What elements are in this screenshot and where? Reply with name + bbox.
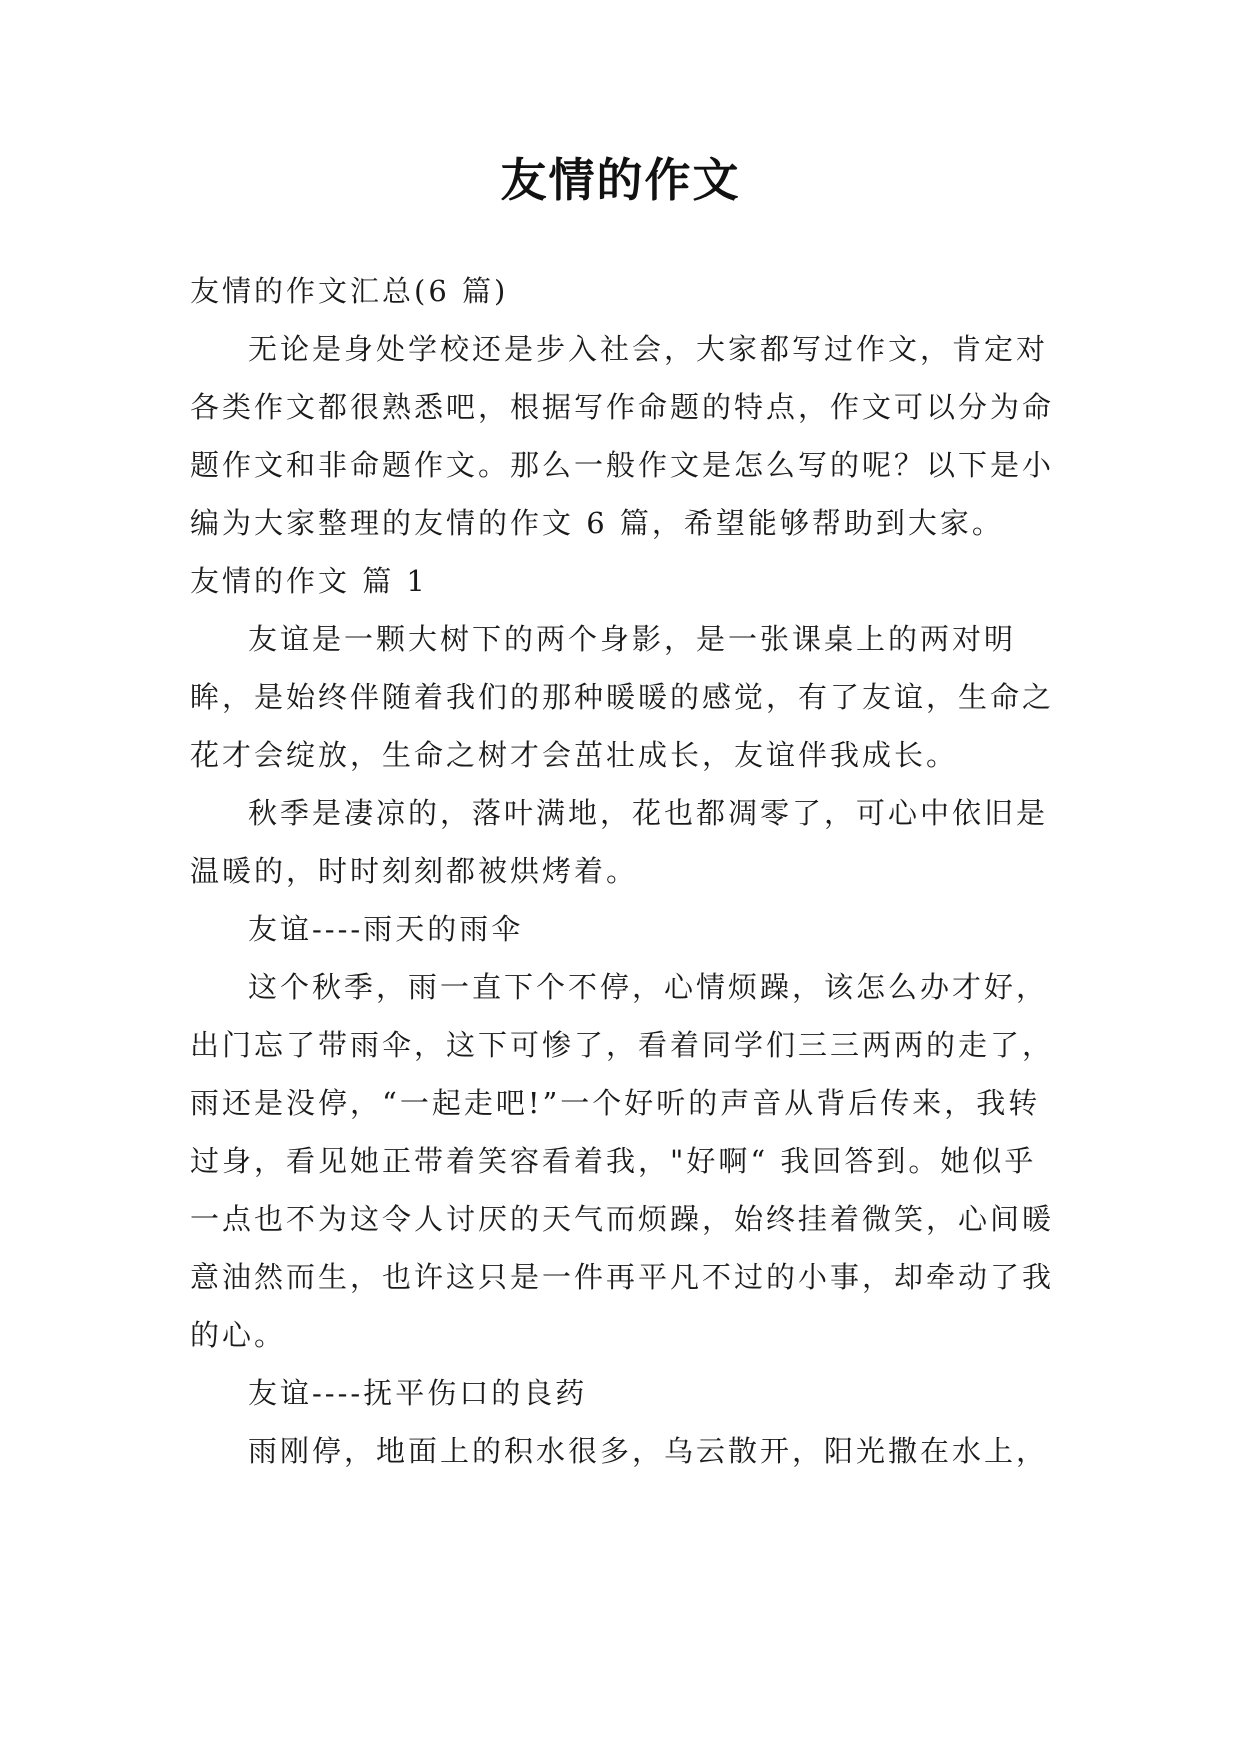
body-paragraph: 雨刚停，地面上的积水很多，乌云散开，阳光撒在水上，	[248, 1434, 1049, 1468]
section-subheading: 友谊----雨天的雨伞	[248, 912, 524, 946]
body-paragraph: 友谊是一颗大树下的两个身影，是一张课桌上的两对明眸，是始终伴随着我们的那种暖暖的感觉，有了友谊，生命之花才会绽放，生命之树才会茁壮成长，友谊伴我成长。	[190, 622, 1055, 772]
intro-paragraph: 无论是身处学校还是步入社会，大家都写过作文，肯定对各类作文都很熟悉吧，根据写作命题的特点，作文可以分为命题作文和非命题作文。那么一般作文是怎么写的呢？以下是小编为大家整理的友情的作文 6 篇，希望能够帮助到大家。	[190, 332, 1055, 540]
essay-1-heading: 友情的作文 篇 1	[190, 564, 428, 598]
collection-heading: 友情的作文汇总(6 篇)	[190, 274, 509, 308]
document-title: 友情的作文	[500, 153, 741, 207]
document-body	[190, 262, 1062, 1480]
section-subheading: 友谊----抚平伤口的良药	[248, 1376, 588, 1410]
body-paragraph: 秋季是凄凉的，落叶满地，花也都凋零了，可心中依旧是温暖的，时时刻刻都被烘烤着。	[190, 796, 1049, 888]
body-paragraph: 这个秋季，雨一直下个不停，心情烦躁，该怎么办才好，出门忘了带雨伞，这下可惨了，看着同学们三三两两的走了，雨还是没停，“一起走吧!”一个好听的声音从背后传来，我转过身，看见她正带着笑容看着我，"好啊“ 我回答到。她似乎一点也不为这令人讨厌的天气而烦躁，始终挂着微笑，心间暖意油然而生，也许这只是一件再平凡不过的小事，却牵动了我的心。	[190, 970, 1055, 1352]
